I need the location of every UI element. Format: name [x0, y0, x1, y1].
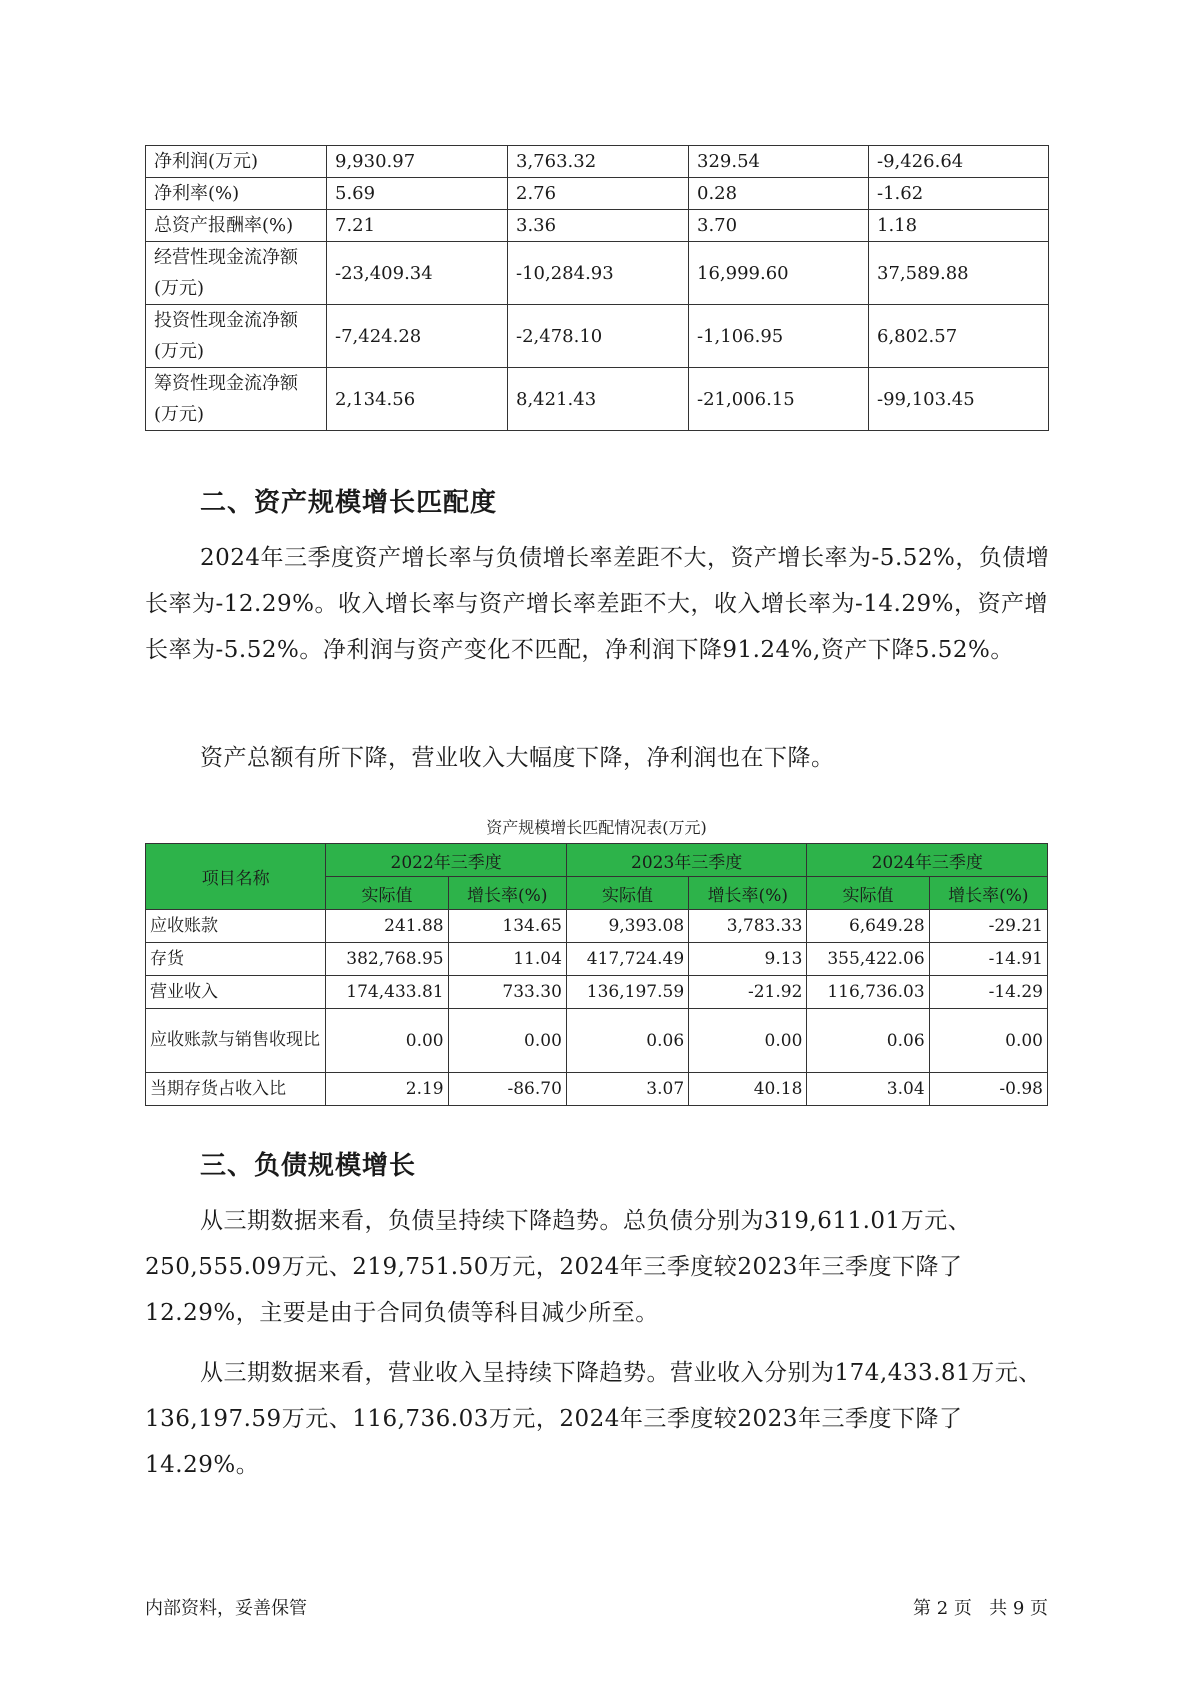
section-heading-asset-growth: 二、资产规模增长匹配度	[200, 488, 498, 518]
cell-value: 7.21	[327, 210, 508, 242]
cell-value: -2,478.10	[508, 305, 689, 368]
cell-value: 0.06	[566, 1009, 688, 1073]
cell-value: -14.29	[929, 976, 1047, 1009]
cell-value: 134.65	[448, 910, 566, 943]
cell-value: 0.00	[326, 1009, 448, 1073]
cell-value: 0.06	[807, 1009, 929, 1073]
table-row	[146, 178, 1049, 210]
cell-value: 3.70	[689, 210, 869, 242]
row-label: 存货	[146, 943, 326, 976]
cell-value: 9.13	[689, 943, 807, 976]
cell-value: -14.91	[929, 943, 1047, 976]
footer-page-number: 第 2 页 共 9 页	[913, 1598, 1048, 1619]
table-row	[146, 210, 1049, 242]
table-row	[146, 368, 1049, 431]
table-row	[146, 242, 1049, 305]
cell-value: -0.98	[929, 1073, 1047, 1106]
table-header-row	[146, 844, 1048, 877]
cell-value: 2.76	[508, 178, 689, 210]
cell-value: -21.92	[689, 976, 807, 1009]
cell-value: -10,284.93	[508, 242, 689, 305]
table-row	[146, 910, 1048, 943]
cell-value: 241.88	[326, 910, 448, 943]
cell-value: 3.36	[508, 210, 689, 242]
table-row	[146, 1009, 1048, 1073]
table-row	[146, 943, 1048, 976]
cell-value: 40.18	[689, 1073, 807, 1106]
table-row	[146, 146, 1049, 178]
column-header-item: 项目名称	[146, 844, 326, 910]
cell-value: 16,999.60	[689, 242, 869, 305]
column-header-growth: 增长率(%)	[689, 877, 807, 910]
column-header-actual: 实际值	[807, 877, 929, 910]
column-header-period: 2024年三季度	[807, 844, 1048, 877]
cell-value: 9,930.97	[327, 146, 508, 178]
cell-value: 0.00	[689, 1009, 807, 1073]
cell-value: 0.00	[929, 1009, 1047, 1073]
cell-value: -29.21	[929, 910, 1047, 943]
table-caption: 资产规模增长匹配情况表(万元)	[486, 818, 707, 837]
financial-metrics-table	[145, 145, 1049, 431]
cell-value: 733.30	[448, 976, 566, 1009]
row-label: 当期存货占收入比	[146, 1073, 326, 1106]
cell-value: 3,763.32	[508, 146, 689, 178]
cell-value: 355,422.06	[807, 943, 929, 976]
asset-growth-table	[145, 843, 1048, 1106]
cell-value: 3,783.33	[689, 910, 807, 943]
cell-value: -21,006.15	[689, 368, 869, 431]
cell-value: 136,197.59	[566, 976, 688, 1009]
cell-value: 11.04	[448, 943, 566, 976]
column-header-period: 2022年三季度	[326, 844, 567, 877]
row-label: 应收账款	[146, 910, 326, 943]
cell-value: 6,649.28	[807, 910, 929, 943]
column-header-growth: 增长率(%)	[448, 877, 566, 910]
cell-value: -1.62	[869, 178, 1049, 210]
cell-value: -23,409.34	[327, 242, 508, 305]
paragraph-asset-growth-2: 资产总额有所下降，营业收入大幅度下降，净利润也在下降。	[200, 745, 835, 771]
cell-value: 417,724.49	[566, 943, 688, 976]
cell-value: 116,736.03	[807, 976, 929, 1009]
table-row	[146, 976, 1048, 1009]
cell-value: 2,134.56	[327, 368, 508, 431]
row-label: 投资性现金流净额(万元)	[146, 305, 327, 368]
cell-value: 3.07	[566, 1073, 688, 1106]
row-label: 应收账款与销售收现比	[146, 1009, 326, 1073]
cell-value: 3.04	[807, 1073, 929, 1106]
cell-value: 37,589.88	[869, 242, 1049, 305]
cell-value: 6,802.57	[869, 305, 1049, 368]
row-label: 筹资性现金流净额(万元)	[146, 368, 327, 431]
cell-value: 174,433.81	[326, 976, 448, 1009]
cell-value: 5.69	[327, 178, 508, 210]
row-label: 净利润(万元)	[146, 146, 327, 178]
cell-value: 0.28	[689, 178, 869, 210]
cell-value: -1,106.95	[689, 305, 869, 368]
column-header-growth: 增长率(%)	[929, 877, 1047, 910]
section-heading-liability-growth: 三、负债规模增长	[200, 1151, 417, 1181]
column-header-period: 2023年三季度	[566, 844, 807, 877]
table-row	[146, 1073, 1048, 1106]
cell-value: -9,426.64	[869, 146, 1049, 178]
column-header-actual: 实际值	[326, 877, 448, 910]
cell-value: 8,421.43	[508, 368, 689, 431]
footer-confidential-note: 内部资料，妥善保管	[145, 1598, 307, 1619]
row-label: 营业收入	[146, 976, 326, 1009]
cell-value: 329.54	[689, 146, 869, 178]
cell-value: 382,768.95	[326, 943, 448, 976]
column-header-actual: 实际值	[566, 877, 688, 910]
cell-value: -7,424.28	[327, 305, 508, 368]
cell-value: 9,393.08	[566, 910, 688, 943]
cell-value: 1.18	[869, 210, 1049, 242]
paragraph-liability-growth-1: 从三期数据来看，负债呈持续下降趋势。总负债分别为319,611.01万元、250,555.09万元、219,751.50万元，2024年三季度较2023年三季度下降了12.29%，主要是由于合同负债等科目减少所至。	[145, 1208, 972, 1326]
paragraph-liability-growth-2: 从三期数据来看，营业收入呈持续下降趋势。营业收入分别为174,433.81万元、136,197.59万元、116,736.03万元，2024年三季度较2023年三季度下降了14.29%。	[145, 1360, 1042, 1478]
cell-value: -86.70	[448, 1073, 566, 1106]
table-row	[146, 305, 1049, 368]
cell-value: -99,103.45	[869, 368, 1049, 431]
cell-value: 2.19	[326, 1073, 448, 1106]
paragraph-asset-growth-1: 2024年三季度资产增长率与负债增长率差距不大，资产增长率为-5.52%，负债增长率为-12.29%。收入增长率与资产增长率差距不大，收入增长率为-14.29%，资产增长率为-5.52%。净利润与资产变化不匹配，净利润下降91.24%,资产下降5.52%。	[145, 545, 1050, 663]
row-label: 净利率(%)	[146, 178, 327, 210]
row-label: 总资产报酬率(%)	[146, 210, 327, 242]
row-label: 经营性现金流净额(万元)	[146, 242, 327, 305]
cell-value: 0.00	[448, 1009, 566, 1073]
